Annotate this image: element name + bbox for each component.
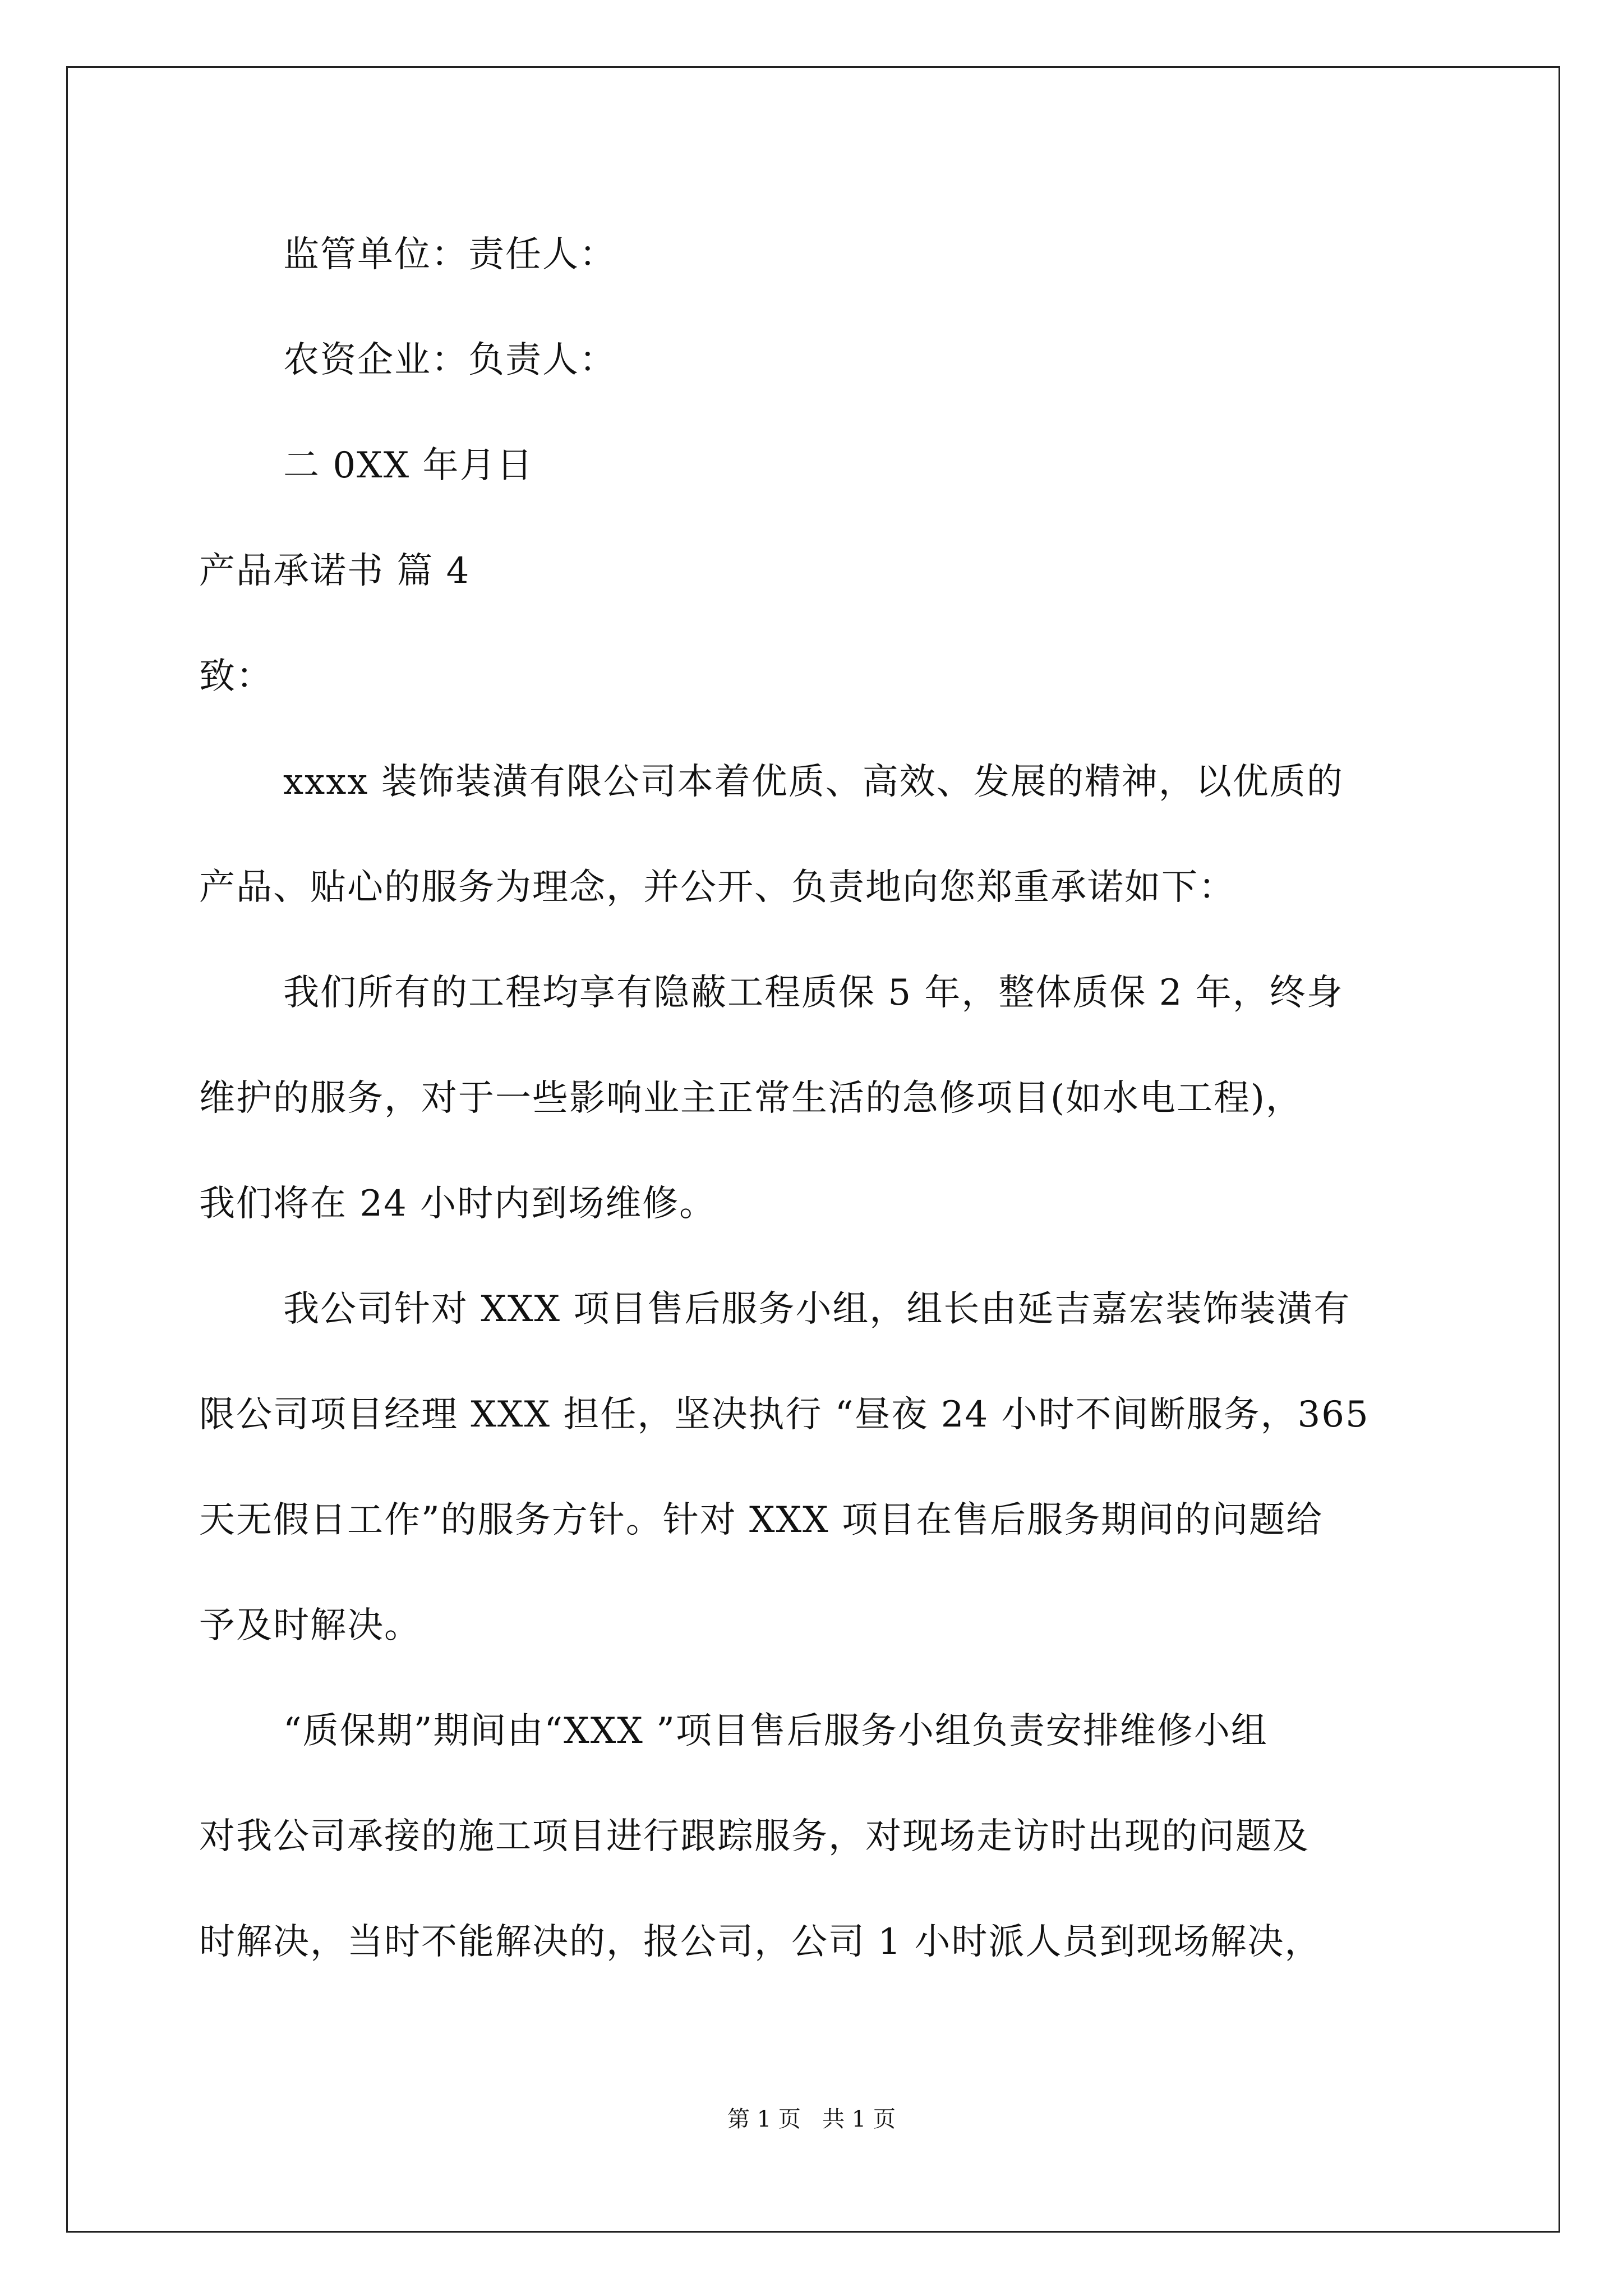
signoff-company: 农资企业：负责人：: [283, 339, 616, 381]
paragraph-line: 产品、贴心的服务为理念，并公开、负责地向您郑重承诺如下：: [199, 867, 1235, 908]
signoff-date: 二 0XX 年月日: [283, 445, 534, 486]
paragraph-line: 对我公司承接的施工项目进行跟踪服务，对现场走访时出现的问题及: [199, 1816, 1310, 1857]
salutation: 致：: [199, 656, 273, 697]
paragraph-line: 予及时解决。: [199, 1605, 421, 1646]
section-title: 产品承诺书 篇 4: [199, 550, 471, 592]
signoff-supervisor: 监管单位：责任人：: [283, 234, 616, 275]
paragraph-line: “质保期”期间由“XXX ”项目售后服务小组负责安排维修小组: [283, 1710, 1268, 1752]
paragraph-line: 我们将在 24 小时内到场维修。: [199, 1183, 717, 1225]
paragraph-line: 维护的服务，对于一些影响业主正常生活的急修项目(如水电工程)，: [199, 1078, 1303, 1119]
paragraph-line: 我公司针对 XXX 项目售后服务小组，组长由延吉嘉宏装饰装潢有: [283, 1289, 1351, 1330]
page-border: [66, 66, 1560, 2233]
paragraph-line: 限公司项目经理 XXX 担任，坚决执行 “昼夜 24 小时不间断服务，365: [199, 1394, 1370, 1435]
paragraph-line: 我们所有的工程均享有隐蔽工程质保 5 年，整体质保 2 年，终身: [283, 972, 1344, 1014]
paragraph-line: 时解决，当时不能解决的，报公司，公司 1 小时派人员到现场解决，: [199, 1921, 1322, 1963]
page-number-footer: 第 1 页 共 1 页: [727, 2106, 896, 2132]
paragraph-line: 天无假日工作”的服务方针。针对 XXX 项目在售后服务期间的问题给: [199, 1499, 1324, 1541]
paragraph-line: xxxx 装饰装潢有限公司本着优质、高效、发展的精神，以优质的: [283, 761, 1344, 803]
